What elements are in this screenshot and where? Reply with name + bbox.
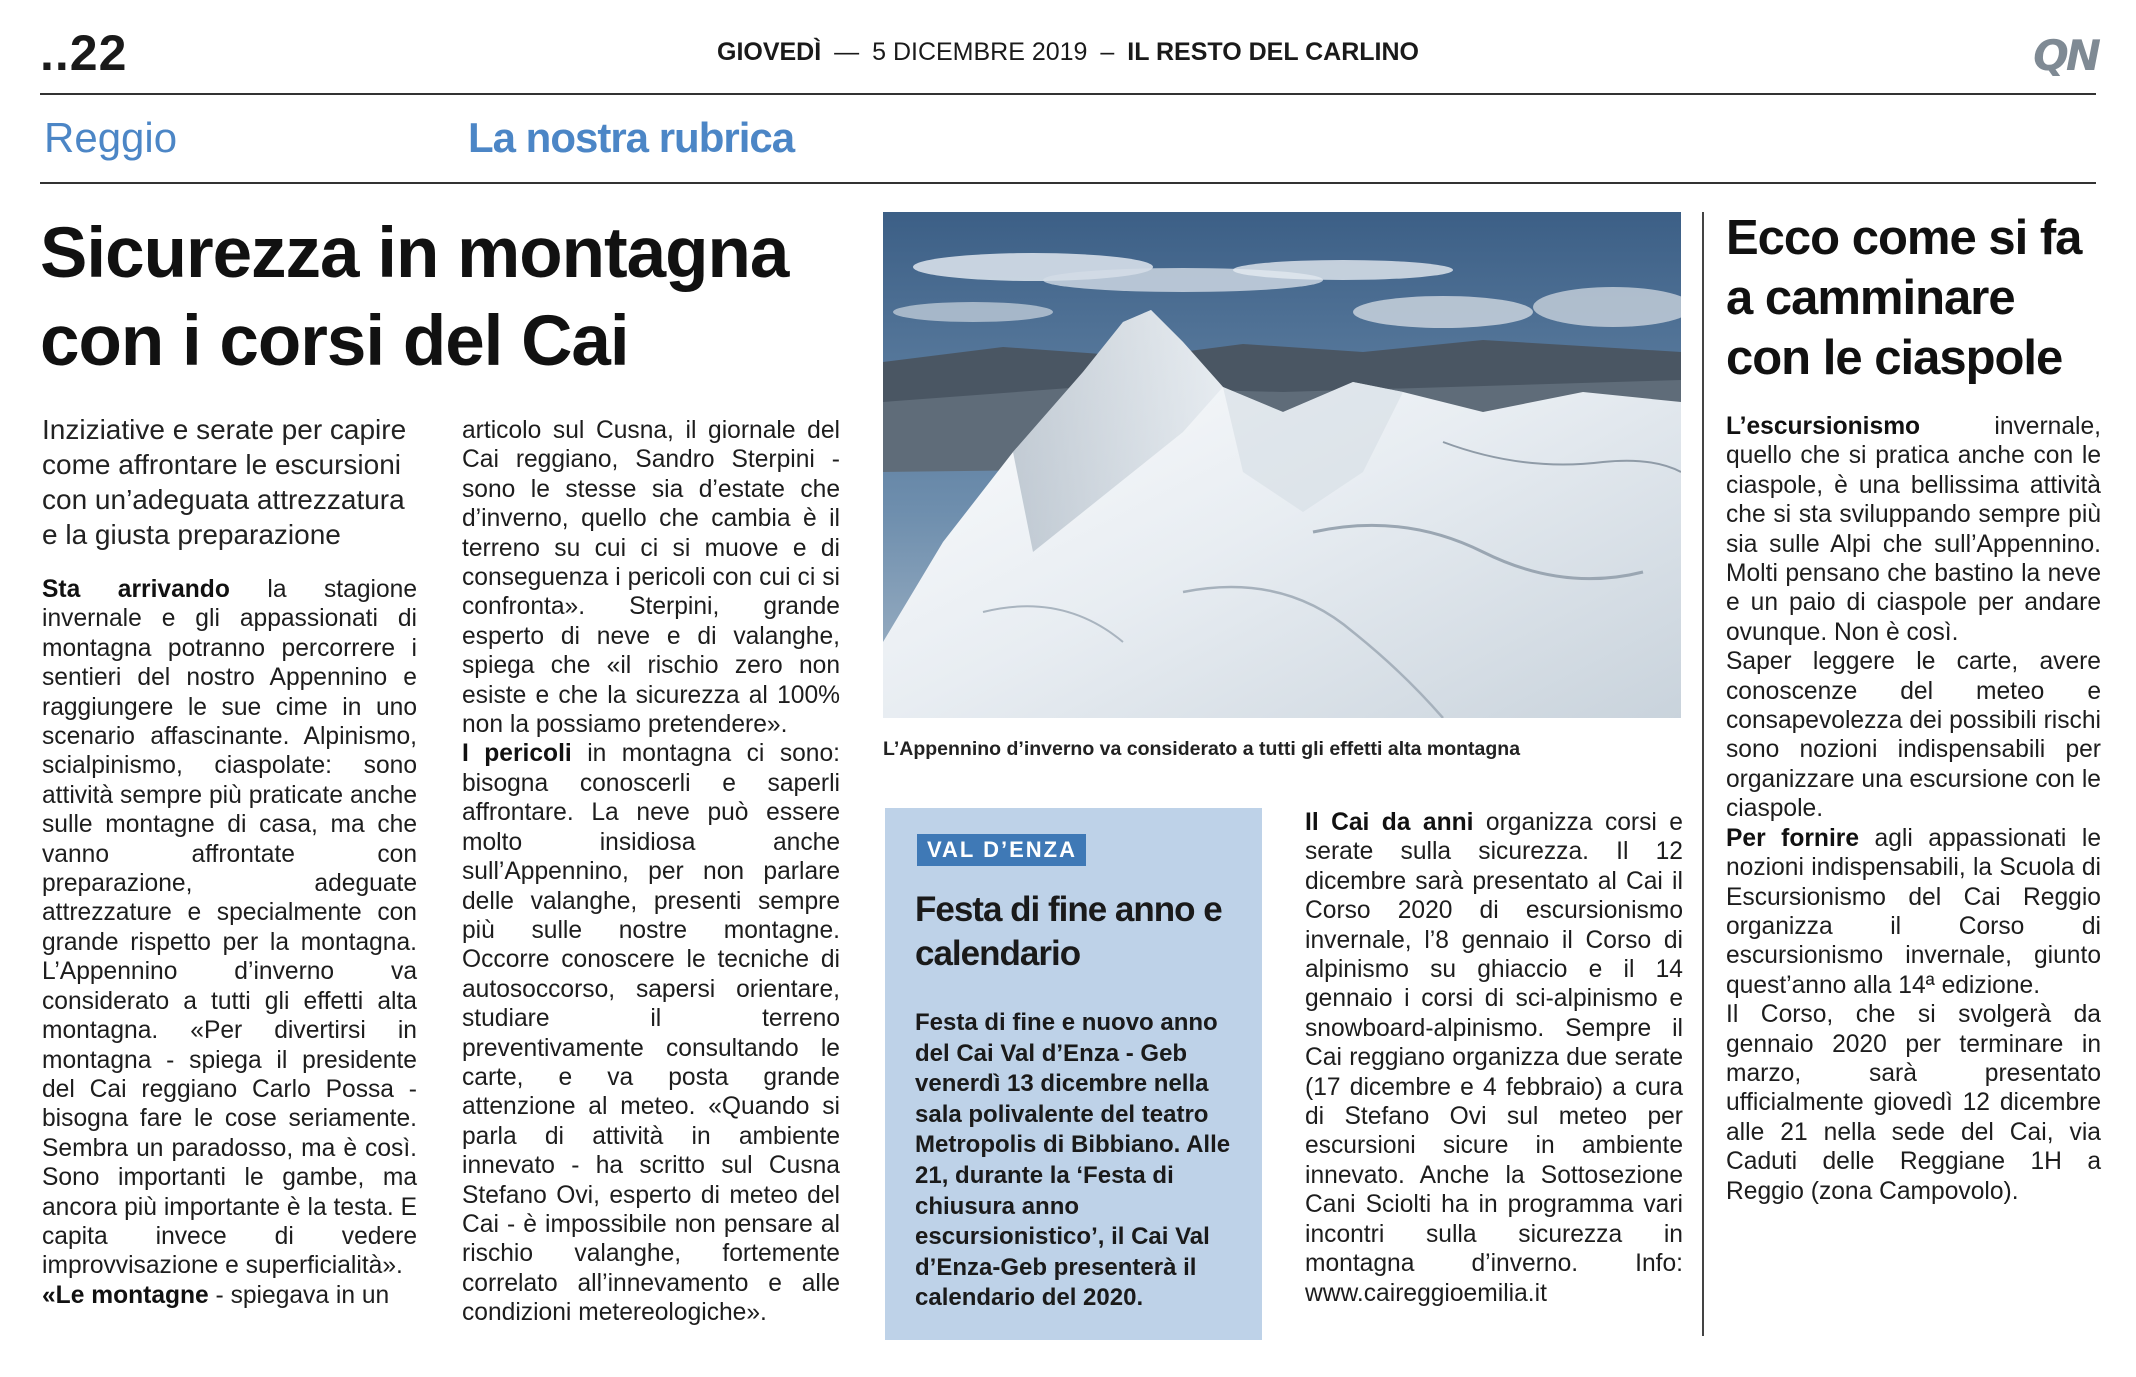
article-paragraph (42, 1281, 417, 1310)
section-name: Reggio (44, 114, 178, 161)
article-paragraph (1726, 824, 2101, 1000)
column-divider (1702, 212, 1704, 1336)
header-rule (40, 93, 2096, 95)
lead-in: Festa (915, 1009, 978, 1036)
paragraph-text: articolo sul Cusna, il giornale del Cai reggiano, Sandro Sterpini - sono le stesse sia d’estate che d’inverno, quello che cambia è il terreno su cui ci si muove e di conseguenza i pericoli con cui ci si confronta». Sterpini, grande esperto di neve e di valanghe, spiega che «il rischio zero non esiste e che la sicurezza al 100% non la possiamo pretendere». (462, 417, 840, 739)
paragraph-text: invernale, quello che si pratica anche con le ciaspole, è una bellissima attività che si sta sviluppando sempre più sia sulle Alpi che sull’Appennino. Molti pensano che bastino la neve e un paio di ciaspole per andare ovunque. Non è così. (1726, 413, 2101, 646)
paragraph-text: Saper leggere le carte, avere conoscenze del meteo e consapevolezza dei possibili rischi sono nozioni indispensabili per organizzare una escursione con le ciaspole. (1726, 648, 2101, 823)
masthead-separator: – (1100, 38, 1115, 66)
article-paragraph (462, 416, 840, 739)
section-rule (40, 182, 2096, 184)
lead-in: «Le montagne (42, 1281, 209, 1309)
lead-in: Il Cai da anni (1305, 809, 1474, 836)
main-headline: Sicurezza in montagna con i corsi del Cai (40, 214, 789, 381)
lead-in: I pericoli (462, 740, 572, 768)
article-paragraph (1726, 412, 2101, 647)
lead-in: L’escursionismo (1726, 413, 1921, 440)
side-article-column (1726, 412, 2101, 1206)
article-column-2 (462, 416, 840, 1328)
article-column-3 (1305, 808, 1683, 1308)
article-paragraph (462, 739, 840, 1327)
lead-in: Sta arrivando (42, 576, 230, 603)
box-title: Festa di fine anno e calendario (915, 890, 1222, 973)
masthead-date: 5 DICEMBRE 2019 (872, 38, 1088, 66)
snowy-mountain-image (883, 212, 1681, 718)
masthead-day: GIOVEDÌ (717, 38, 822, 66)
article-paragraph (1726, 1000, 2101, 1206)
paragraph-text: in montagna ci sono: bisogna conoscerli e saperli affrontare. La neve può essere molto insidiosa anche sull’Appennino, per non parlare delle valanghe, presenti sempre più sulle nostre montagne. Occorre conoscere le tecniche di autosoccorso, sapersi orientare, studiare il terreno preventivamente consultando le carte, e va posta grande attenzione al meteo. «Quando si parla di attività in ambiente innevato - ha scritto sul Cusna Stefano Ovi, esperto di meteo del Cai - è impossibile non pensare al rischio valanghe, fortemente correlato all’innevamento e alle condizioni metereologiche». (462, 740, 840, 1327)
paragraph-text: Il Corso, che si svolgerà da gennaio 2020 per terminare in marzo, sarà presentato ufficialmente giovedì 12 dicembre alle 21 nella sede del Cai, via Caduti delle Reggiane 1H a Reggio (zona Campovolo). (1726, 1001, 2101, 1205)
article-paragraph (1305, 808, 1683, 1308)
page-number: ..22 (40, 25, 128, 81)
paragraph-text: agli appassionati le nozioni indispensabili, la Scuola di Escursionismo del Cai Reggio organizza il Corso di escursionismo invernale, giunto quest’anno alla 14ª edizione. (1726, 824, 2102, 999)
masthead-separator: — (834, 38, 860, 66)
lead-in: Per fornire (1726, 824, 1860, 852)
paragraph-text: di fine e nuovo anno del Cai Val d’Enza - Geb venerdì 13 dicembre nella sala polivalente del teatro Metropolis di Bibbiano. Alle 21, durante la ‘Festa di chiusura anno escursionistico’, il Cai Val d’Enza-Geb presenterà il calendario del 2020. (915, 1009, 1231, 1312)
rubric-title: La nostra rubrica (468, 114, 795, 161)
qn-logo: QN (2033, 31, 2098, 80)
mountain-photo (883, 212, 1681, 718)
newspaper-name: IL RESTO DEL CARLINO (1127, 38, 1419, 66)
box-text (915, 1008, 1245, 1314)
paragraph-text: la stagione invernale e gli appassionati di montagna potranno percorrere i sentieri del nostro Appennino e raggiungere le sue cime in uno scenario affascinante. Alpinismo, scialpinismo, ciaspolate: sono attività sempre più praticate anche sulle montagne di casa, ma che vanno affrontate con preparazione, adeguate attrezzature e specialmente con grande rispetto per la montagna. L’Appennino d’inverno va considerato a tutti gli effetti alta montagna. «Per divertirsi in montagna - spiega il presidente del Cai reggiano Carlo Possa - bisogna fare le cose seriamente. Sembra un paradosso, ma è così. Sono importanti le gambe, ma ancora più importante è la testa. E capita invece di vedere improvvisazione e superficialità». (42, 576, 417, 1280)
side-headline: Ecco come si fa a camminare con le ciaspole (1726, 211, 2082, 385)
photo-caption: L’Appennino d’inverno va considerato a tutti gli effetti alta montagna (883, 738, 1521, 760)
article-paragraph (42, 575, 417, 1281)
paragraph-text: organizza corsi e serate sulla sicurezza. Il 12 dicembre sarà presentato al Cai il Corso 2020 di escursionismo invernale, l’8 gennaio il Corso di alpinismo su ghiaccio e il 14 gennaio i corsi di sci-alpinismo e snowboard-alpinismo. Sempre il Cai reggiano organizza due serate (17 dicembre e 4 febbraio) a cura di Stefano Ovi sul meteo per escursioni sicure in ambiente innevato. Anche la Sottosezione Cani Sciolti ha in programma vari incontri sulla sicurezza in montagna d’inverno. Info: www.caireggioemilia.it (1305, 809, 1683, 1307)
article-column-1 (42, 575, 417, 1310)
paragraph-text: - spiegava in un (208, 1281, 390, 1309)
box-tag: VAL D’ENZA (917, 834, 1086, 866)
article-paragraph (1726, 647, 2101, 823)
masthead (0, 38, 2136, 67)
main-subheadline: Inziziative e serate per capire come affrontare le escursioni con un’adeguata attrezzatura e la giusta preparazione (42, 414, 407, 550)
